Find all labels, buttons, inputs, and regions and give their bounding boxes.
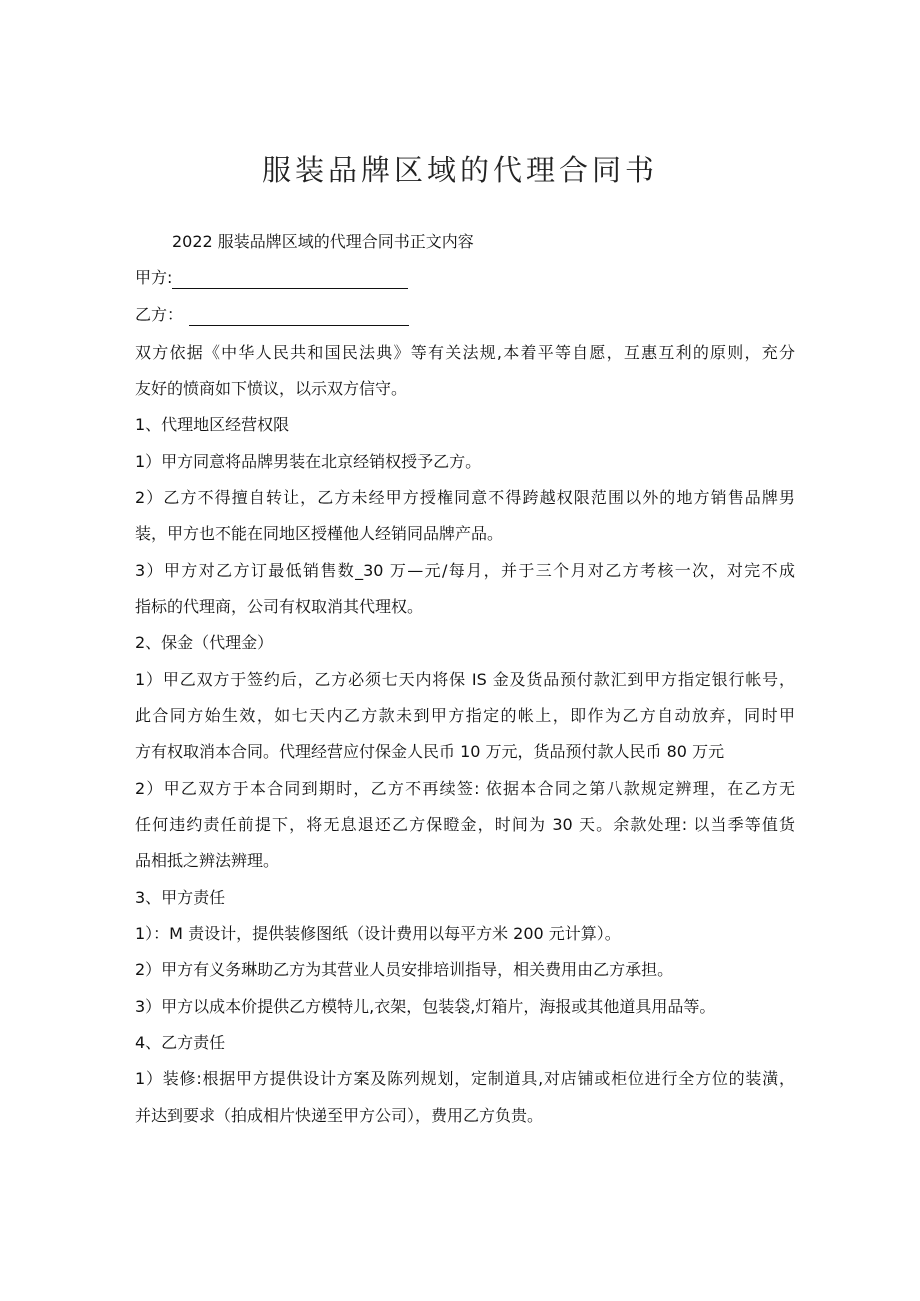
body-line: 1）：M 责设计，提供装修图纸（设计费用以每平方米 200 元计算）。 [135,924,621,943]
section-heading: 1、代理地区经营权限 [135,415,290,434]
body-line: 1）甲方同意将品牌男装在北京经销权授予乙方。 [135,452,482,471]
section-heading: 4、乙方责任 [135,1033,226,1052]
body-line: 品相抵之辨法辨理。 [135,851,280,870]
body-line: 1）甲乙双方于签约后，乙方必须七天内将保 IS 金及货品预付款汇到甲方指定银行帐号， [135,670,795,689]
party-b-line [135,304,795,326]
party-a-label: 甲方: [135,268,173,287]
body-line: 装，甲方也不能在同地区授槿他人经销同品牌产品。 [135,524,504,543]
party-b-label: 乙方： [135,305,184,324]
body-line: 双方依据《中华人民共和国民法典》等有关法规,本着平等自愿，互惠互利的原则，充分 [135,343,795,362]
body-line: 友好的愤商如下愤议，以示双方信守。 [135,379,408,398]
section-heading: 3、甲方责任 [135,888,226,907]
body-line: 3）甲方以成本价提供乙方模特儿,衣架，包装袋,灯箱片，海报或其他道具用品等。 [135,997,716,1016]
body-line: 3）甲方对乙方订最低销售数_30 万—元/每月，并于三个月对乙方考核一次，对完不成 [135,561,795,580]
party-b-blank [189,307,409,326]
document-subtitle: 2022 服装品牌区域的代理合同书正文内容 [172,232,474,251]
section-heading: 2、保金（代理金） [135,633,274,652]
body-line: 2）甲方有义务琳助乙方为其营业人员安排培训指导，相关费用由乙方承担。 [135,960,674,979]
document-title: 服装品牌区域的代理合同书 [261,153,658,187]
body-line: 方有权取消本合同。代理经营应付保金人民币 10 万元，货品预付款人民币 80 万元 [135,742,725,761]
body-line: 2）乙方不得擅自转让，乙方未经甲方授権同意不得跨越权限范围以外的地方销售品牌男 [135,488,795,507]
body-line: 2）甲乙双方于本合同到期时，乙方不再续签: 依据本合同之第八款规定辨理，在乙方无 [135,779,795,798]
party-a-line [135,267,795,289]
body-line: 此合同方始生效，如七天内乙方款未到甲方指定的帐上，即作为乙方自动放弃，同时甲 [135,706,795,725]
party-a-blank [172,270,408,289]
body-line: 1）装修:根据甲方提供设计方案及陈列规划，定制道具,对店铺或柜位进行全方位的装潢， [135,1069,795,1088]
body-line: 任何违约责任前提下，将无息退还乙方保瞪金，时间为 30 天。余款处理: 以当季等值货 [135,815,795,834]
body-line: 并达到要求（拍成相片快递至甲方公司），费用乙方负贵。 [135,1106,544,1125]
body-line: 指标的代理商，公司有权取消其代理权。 [135,597,424,616]
